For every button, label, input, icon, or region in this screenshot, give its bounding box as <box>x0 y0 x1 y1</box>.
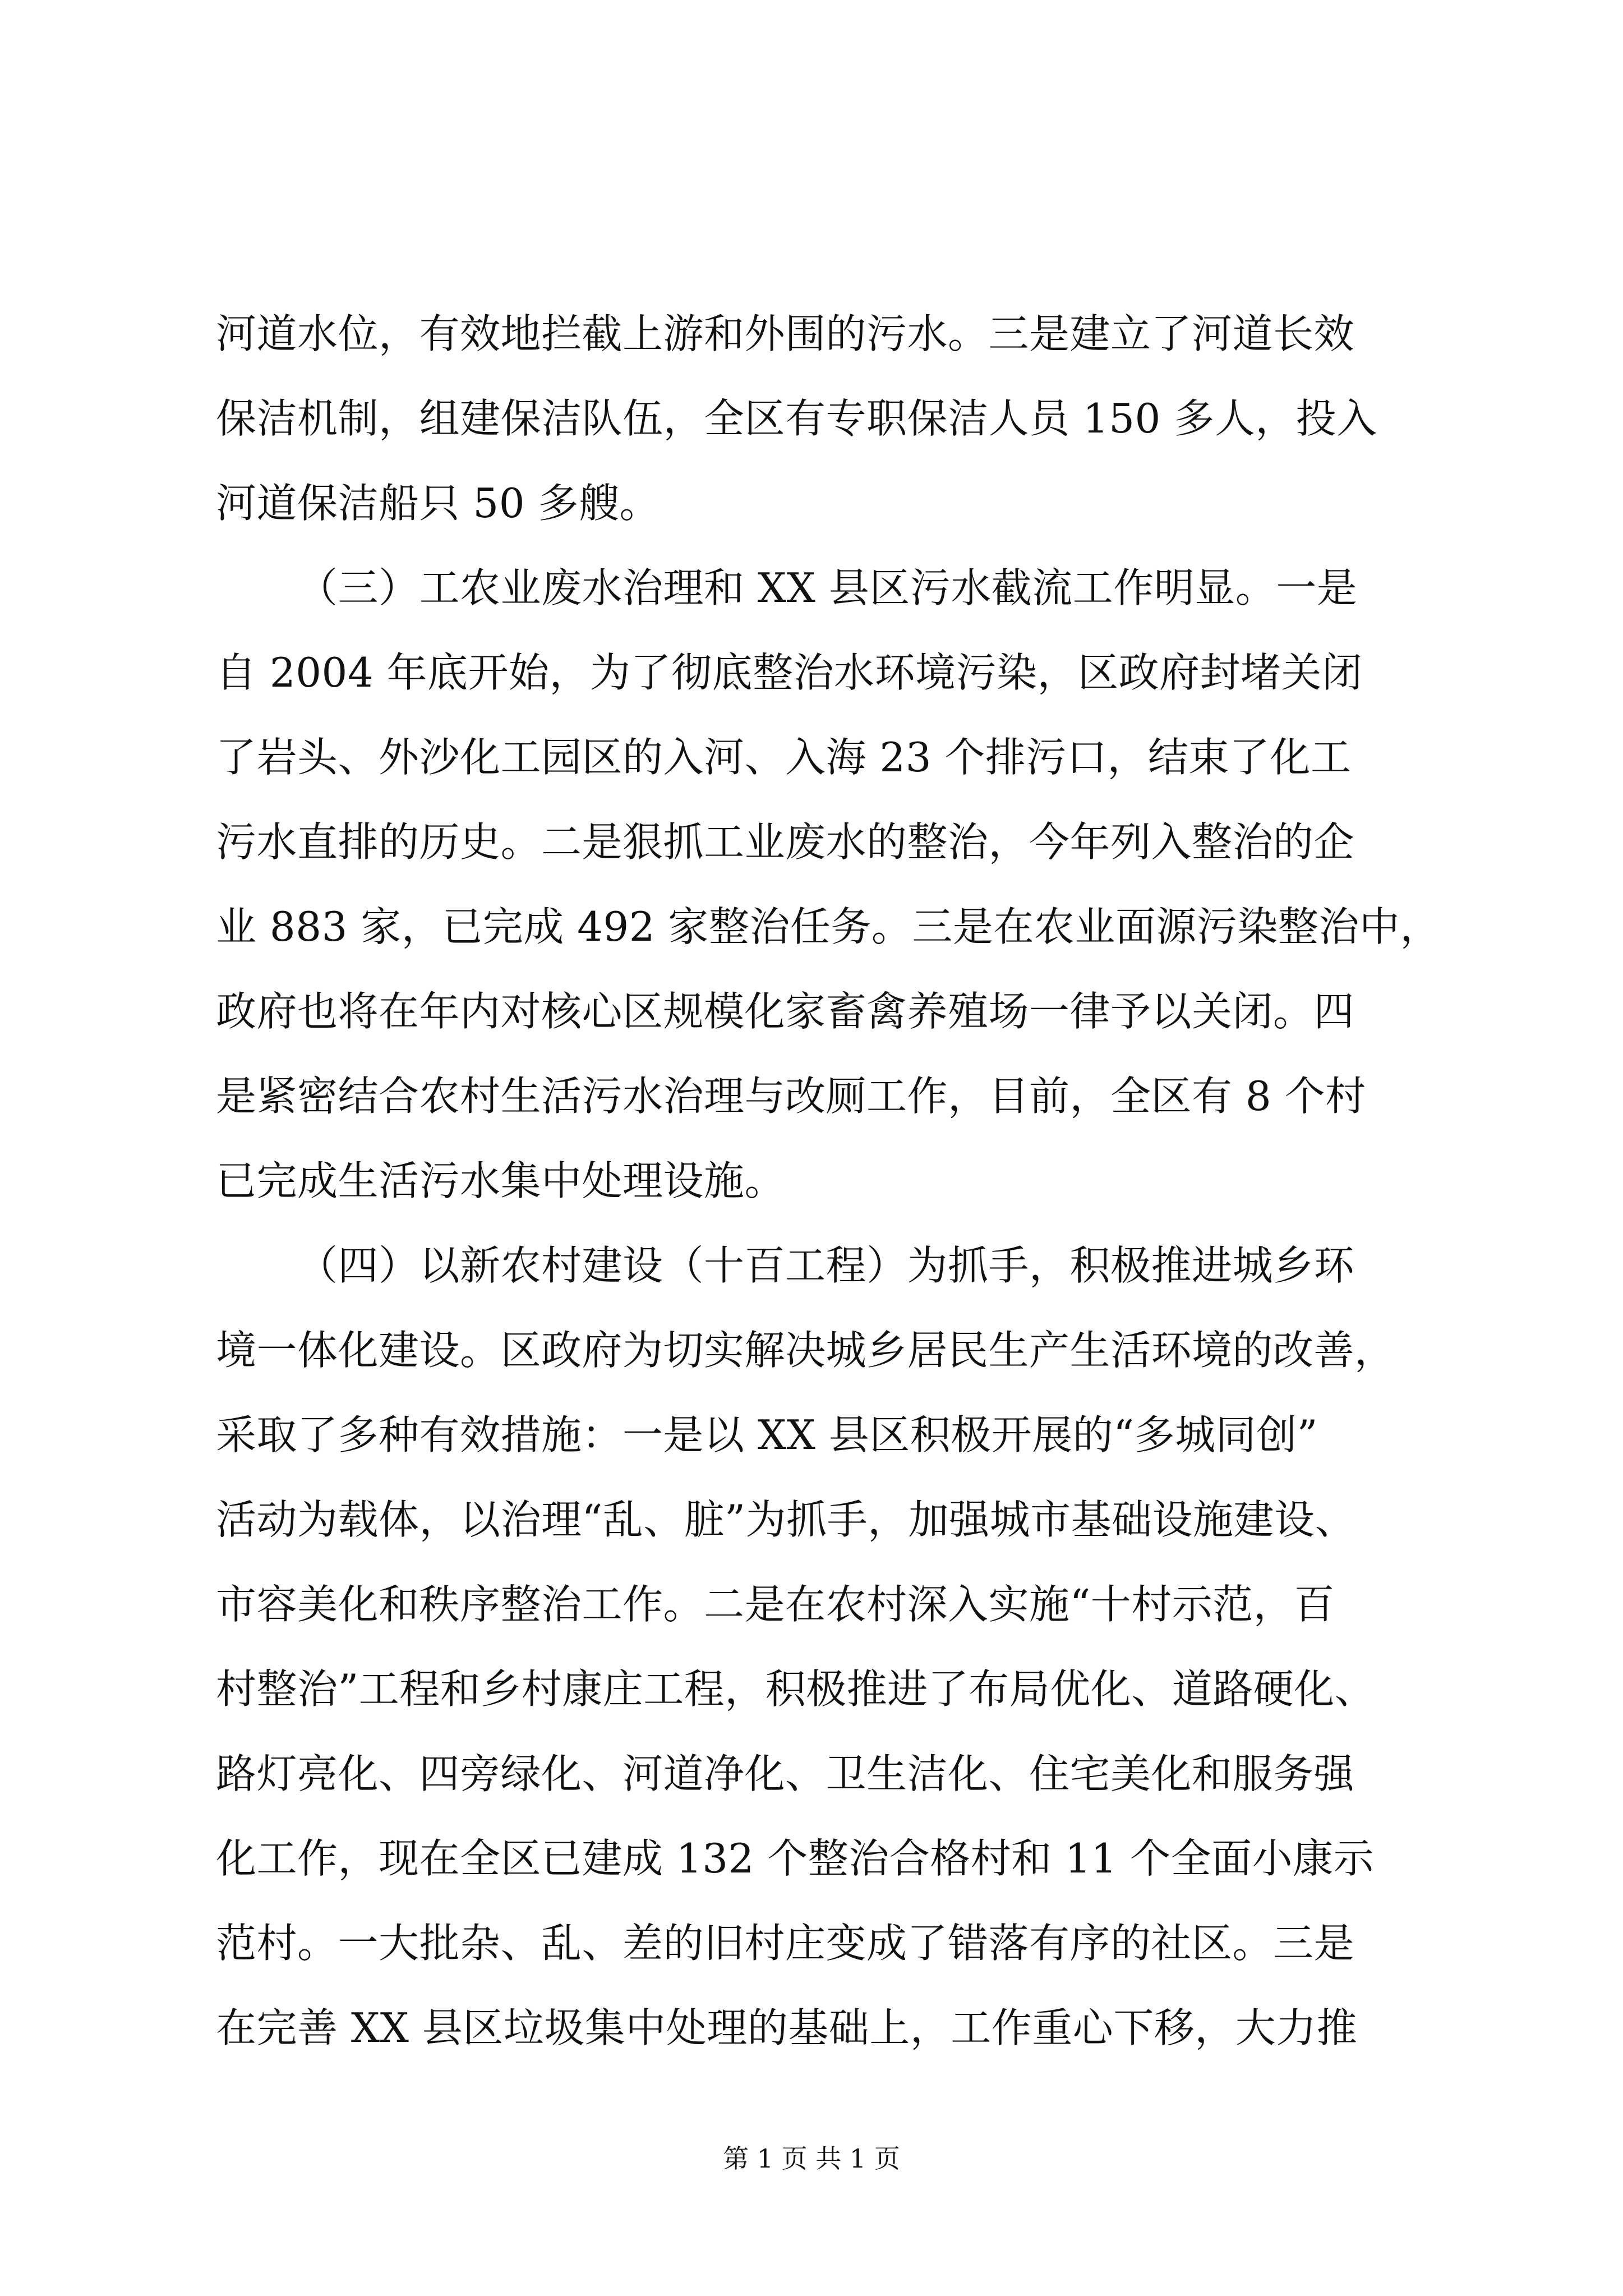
text-line: 自 2004 年底开始，为了彻底整治水环境污染，区政府封堵关闭 <box>216 649 1363 696</box>
text-line: 路灯亮化、四旁绿化、河道净化、卫生洁化、住宅美化和服务强 <box>216 1750 1355 1797</box>
text-line: 已完成生活污水集中处理设施。 <box>216 1157 786 1204</box>
text-line: 化工作，现在全区已建成 132 个整治合格村和 11 个全面小康示 <box>216 1835 1375 1882</box>
paragraph-first-line: （四）以新农村建设（十百工程）为抓手，积极推进城乡环 <box>297 1242 1355 1289</box>
text-line: 采取了多种有效措施：一是以 XX 县区积极开展的“多城同创” <box>216 1411 1318 1458</box>
text-line: 市容美化和秩序整治工作。二是在农村深入实施“十村示范，百 <box>216 1581 1335 1628</box>
text-line: 保洁机制，组建保洁队伍，全区有专职保洁人员 150 多人，投入 <box>216 395 1377 442</box>
text-line: 是紧密结合农村生活污水治理与改厕工作，目前，全区有 8 个村 <box>216 1073 1366 1120</box>
page-number-label: 第 1 页 共 1 页 <box>723 2143 900 2174</box>
body-text <box>216 292 1441 2070</box>
text-line: 业 883 家，已完成 492 家整治任务。三是在农业面源污染整治中， <box>216 903 1441 950</box>
text-line: 在完善 XX 县区垃圾集中处理的基础上，工作重心下移，大力推 <box>216 2004 1358 2051</box>
text-line: 村整治”工程和乡村康庄工程，积极推进了布局优化、道路硬化、 <box>216 1665 1376 1713</box>
text-line: 政府也将在年内对核心区规模化家畜禽养殖场一律予以关闭。四 <box>216 988 1355 1035</box>
text-line: 河道保洁船只 50 多艘。 <box>216 480 660 527</box>
paragraph-first-line: （三）工农业废水治理和 XX 县区污水截流工作明显。一是 <box>297 564 1358 611</box>
text-line: 范村。一大批杂、乱、差的旧村庄变成了错落有序的社区。三是 <box>216 1920 1355 1967</box>
text-line: 污水直排的历史。二是狠抓工业废水的整治，今年列入整治的企 <box>216 818 1355 866</box>
text-line: 境一体化建设。区政府为切实解决城乡居民生产生活环境的改善， <box>216 1327 1395 1374</box>
page-footer <box>0 2142 1623 2175</box>
text-line: 了岩头、外沙化工园区的入河、入海 23 个排污口，结束了化工 <box>216 734 1352 781</box>
text-line: 活动为载体，以治理“乱、脏”为抓手，加强城市基础设施建设、 <box>216 1496 1356 1543</box>
text-line: 河道水位，有效地拦截上游和外围的污水。三是建立了河道长效 <box>216 310 1355 357</box>
